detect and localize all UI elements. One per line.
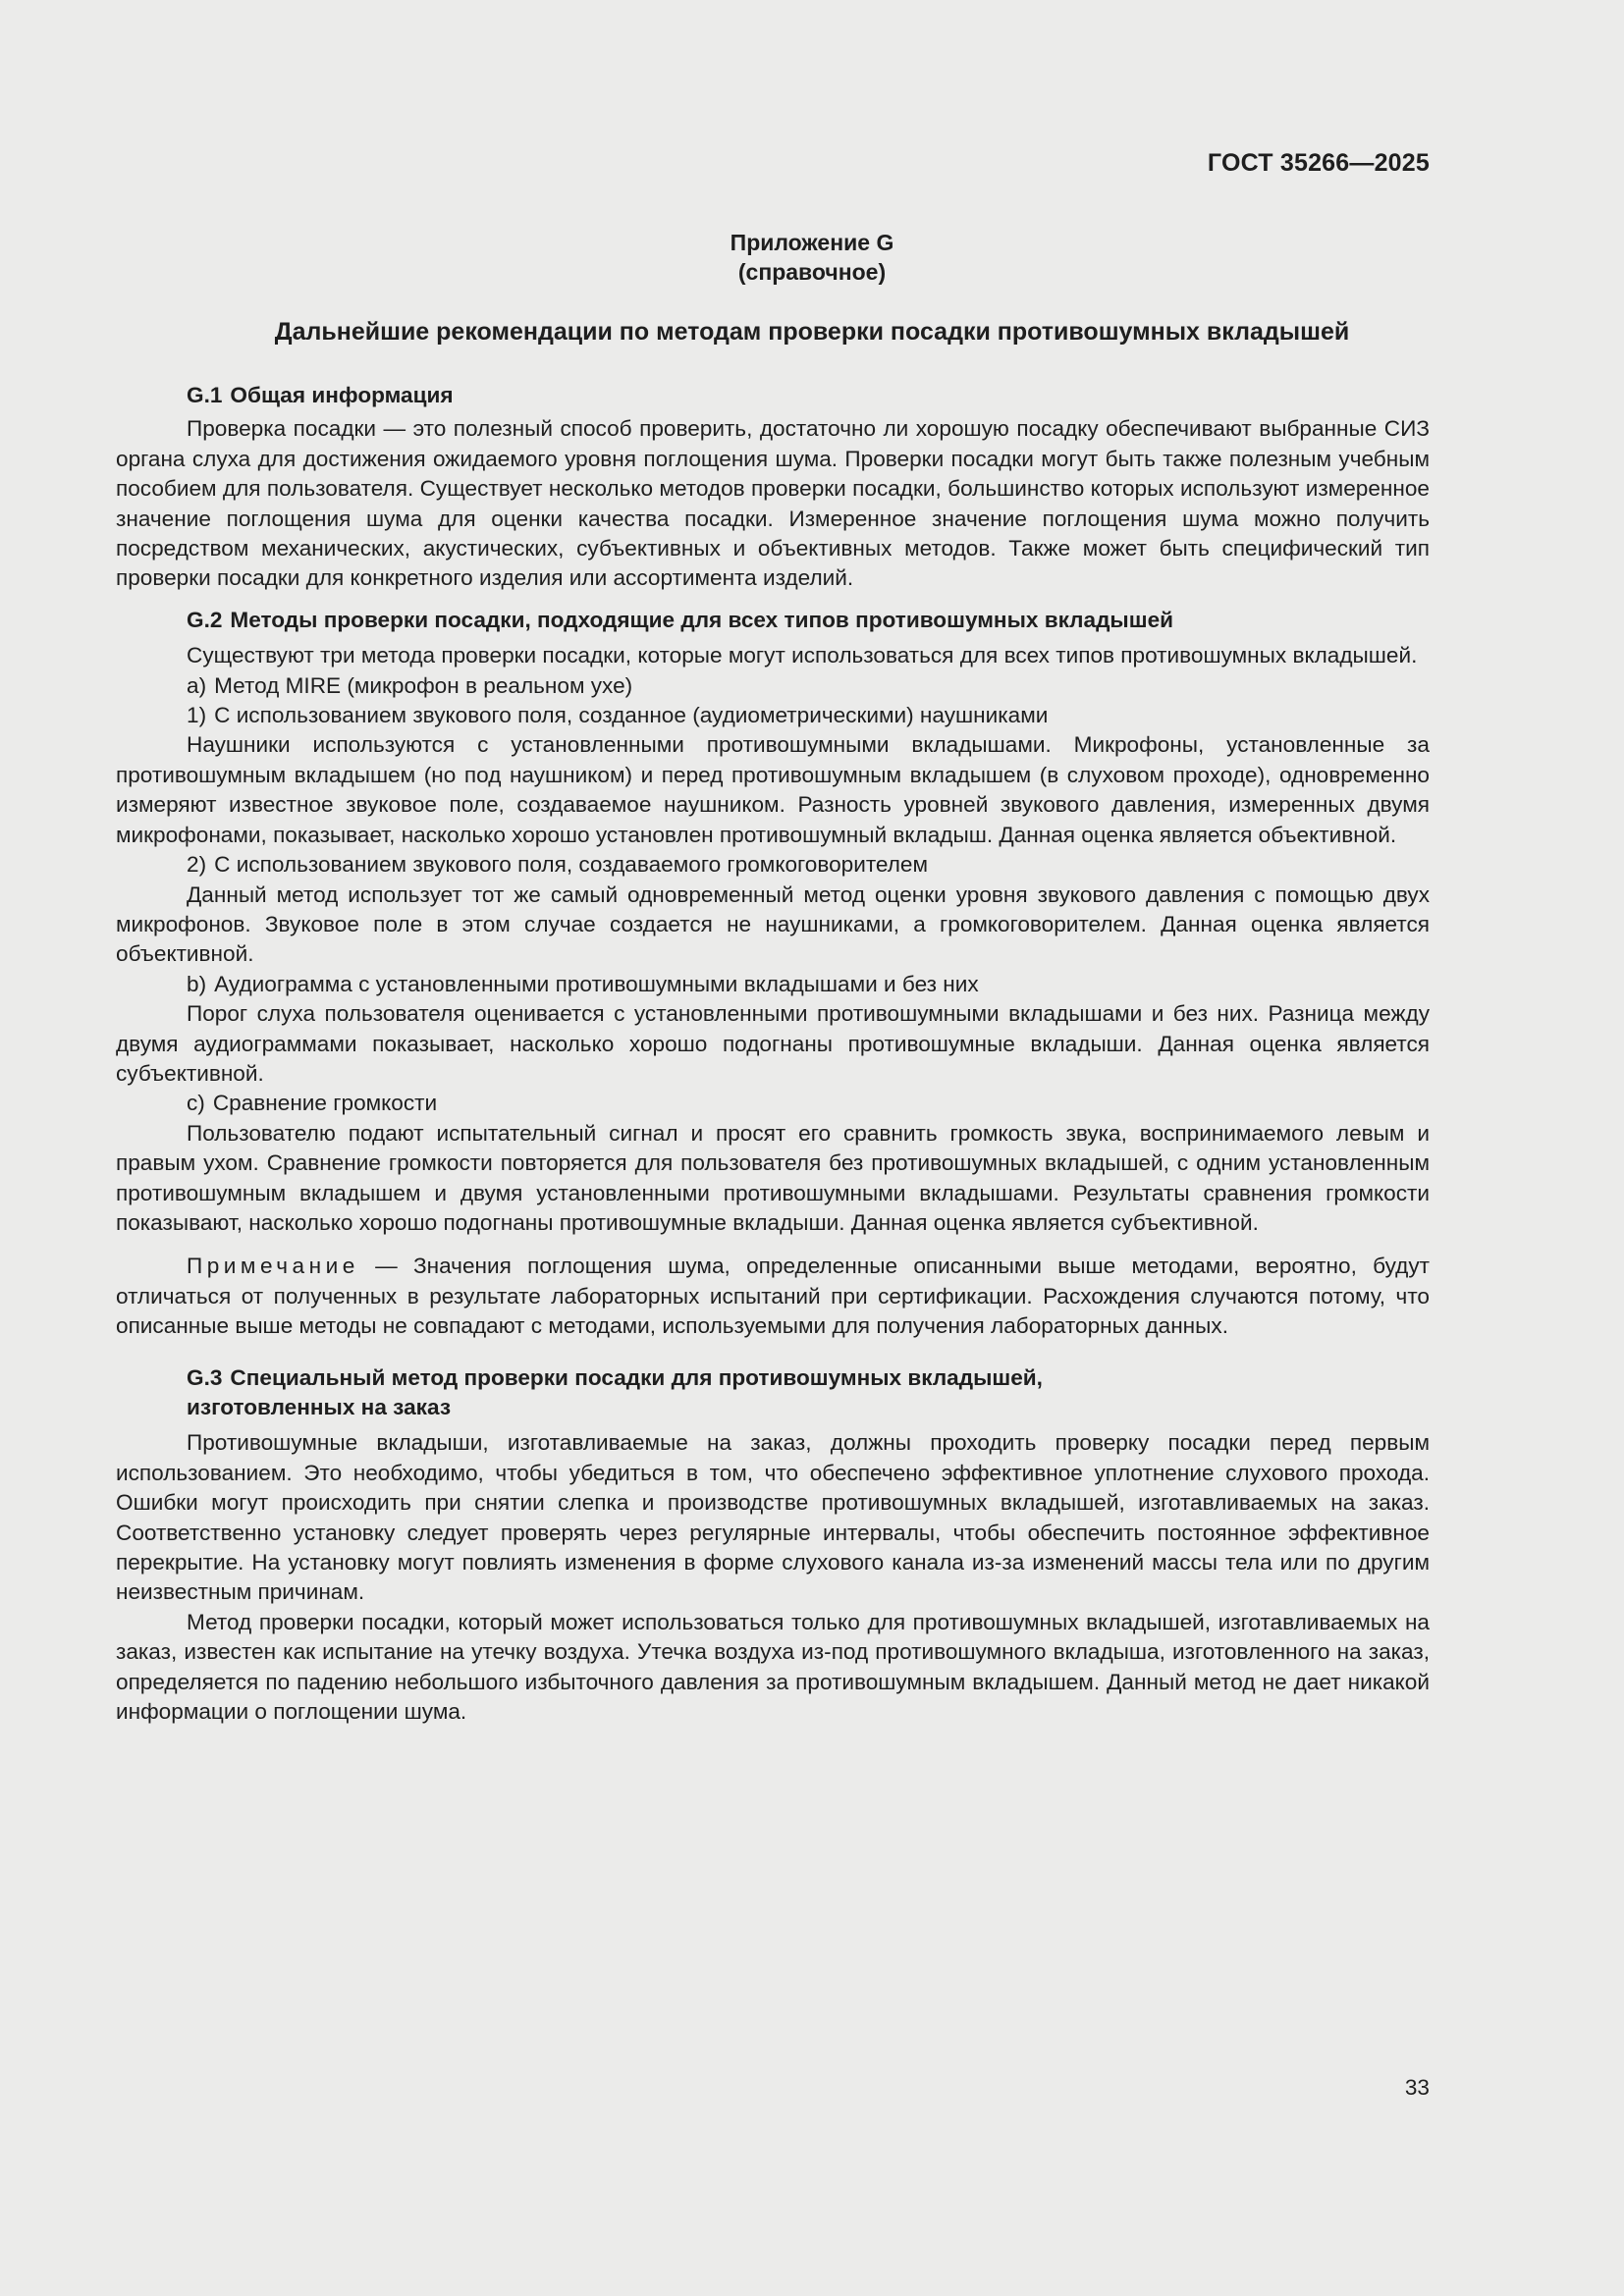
paragraph: Пользователю подают испытательный сигнал и просят его сравнить громкость звука, воспринимаемого левым и правым ухом. Сравнение громкости повторяется для пользователя без противошумных вкладышей, с одним установленным противошумным вкладышем и двумя установленными противошумными вкладышами. Результаты сравнения громкости показывают, насколько хорошо подогнаны противошумные вкладыши. Данная оценка является субъективной. xyxy=(116,1120,1430,1235)
section-number: G.1 xyxy=(187,383,223,407)
annex-header xyxy=(0,228,1624,287)
list-item-text: Метод MIRE (микрофон в реальном ухе) xyxy=(214,672,633,698)
section-heading-g2 xyxy=(116,606,1430,635)
paragraph: Противошумные вкладыши, изготавливаемые на заказ, должны проходить проверку посадки перед первым использованием. Это необходимо, чтобы убедиться в том, что обеспечено эффективное уплотнение слухового прохода. Ошибки могут происходить при снятии слепка и производстве противошумных вкладышей, изготавливаемых на заказ. Соответственно установку следует проверять через регулярные интервалы, чтобы обеспечить постоянное эффективное перекрытие. На установку могут повлиять изменения в форме слухового канала из-за изменений массы тела или по другим неизвестным причинам. xyxy=(116,1430,1430,1605)
section-heading-g3 xyxy=(116,1363,1430,1423)
list-item-b xyxy=(116,970,1430,999)
section-title: Методы проверки посадки, подходящие для всех типов противошумных вкладышей xyxy=(230,607,1174,632)
document-id: ГОСТ 35266—2025 xyxy=(1207,149,1430,177)
paragraph: Метод проверки посадки, который может использоваться только для противошумных вкладышей, изготавливаемых на заказ, известен как испытание на утечку воздуха. Утечка воздуха из-под противошумного вкладыша, изготовленного на заказ, определяется по падению небольшого избыточного давления за противошумным вкладышем. Данный метод не дает никакой информации о поглощении шума. xyxy=(116,1609,1430,1725)
list-item-a2 xyxy=(116,850,1430,880)
paragraph: Существуют три метода проверки посадки, которые могут использоваться для всех типов противошумных вкладышей. xyxy=(187,643,1418,668)
list-marker: b) xyxy=(187,971,207,996)
section-title-line2: изготовленных на заказ xyxy=(187,1395,452,1419)
note xyxy=(116,1252,1430,1341)
section-heading-g1 xyxy=(116,381,1430,410)
list-item-text: Аудиограмма с установленными противошумными вкладышами и без них xyxy=(214,971,979,996)
paragraph: Проверка посадки — это полезный способ проверить, достаточно ли хорошую посадку обеспечивают выбранные СИЗ органа слуха для достижения ожидаемого уровня поглощения шума. Проверки посадки могут быть также полезным учебным пособием для пользователя. Существует несколько методов проверки посадки, большинство которых используют измеренное значение поглощения шума для оценки качества посадки. Измеренное значение поглощения шума можно получить посредством механических, акустических, субъективных и объективных методов. Также может быть специфический тип проверки посадки для конкретного изделия или ассортимента изделий. xyxy=(116,416,1430,591)
list-marker: 1) xyxy=(187,703,207,728)
list-item-a1 xyxy=(116,701,1430,730)
section-title-line1: Специальный метод проверки посадки для противошумных вкладышей, xyxy=(230,1364,1043,1390)
note-label: Примечание xyxy=(187,1254,359,1279)
paragraph: Данный метод использует тот же самый одновременный метод оценки уровня звукового давления с помощью двух микрофонов. Звуковое поле в этом случае создается не наушниками, а громкоговорителем. Данная оценка является объективной. xyxy=(116,881,1430,967)
annex-status: (справочное) xyxy=(737,259,887,285)
page-number: 33 xyxy=(1404,2075,1430,2100)
list-item-text: Сравнение громкости xyxy=(212,1091,438,1116)
paragraph: Наушники используются с установленными противошумными вкладышами. Микрофоны, установленные за противошумным вкладышем (но под наушником) и перед противошумным вкладышем (в слуховом проходе), одновременно измеряют известное звуковое поле, создаваемое наушником. Разность уровней звукового давления, измеренных двумя микрофонами, показывает, насколько хорошо установлен противошумный вкладыш. Данная оценка является объективной. xyxy=(116,732,1430,847)
note-text: — Значения поглощения шума, определенные описанными выше методами, вероятно, будут отличаться от полученных в результате лабораторных испытаний при сертификации. Расхождения случаются потому, что описанные выше методы не совпадают с методами, используемыми для получения лабораторных данных. xyxy=(116,1254,1430,1339)
list-item-c xyxy=(116,1089,1430,1118)
section-number: G.3 xyxy=(187,1364,223,1390)
section-title: Общая информация xyxy=(230,383,454,407)
annex-title: Дальнейшие рекомендации по методам проверки посадки противошумных вкладышей xyxy=(274,318,1350,346)
list-marker: c) xyxy=(187,1091,205,1116)
section-number: G.2 xyxy=(187,607,223,632)
annex-label: Приложение G xyxy=(730,230,894,255)
list-marker: a) xyxy=(187,672,207,698)
paragraph: Порог слуха пользователя оценивается с установленными противошумными вкладышами и без них. Разница между двумя аудиограммами показывает, насколько хорошо подогнаны противошумные вкладыши. Данная оценка является субъективной. xyxy=(116,1001,1430,1086)
list-marker: 2) xyxy=(187,852,207,878)
list-item-a xyxy=(116,671,1430,701)
list-item-text: С использованием звукового поля, создаваемого громкоговорителем xyxy=(214,852,929,878)
list-item-text: С использованием звукового поля, созданное (аудиометрическими) наушниками xyxy=(214,703,1049,728)
document-body xyxy=(116,381,1430,1727)
